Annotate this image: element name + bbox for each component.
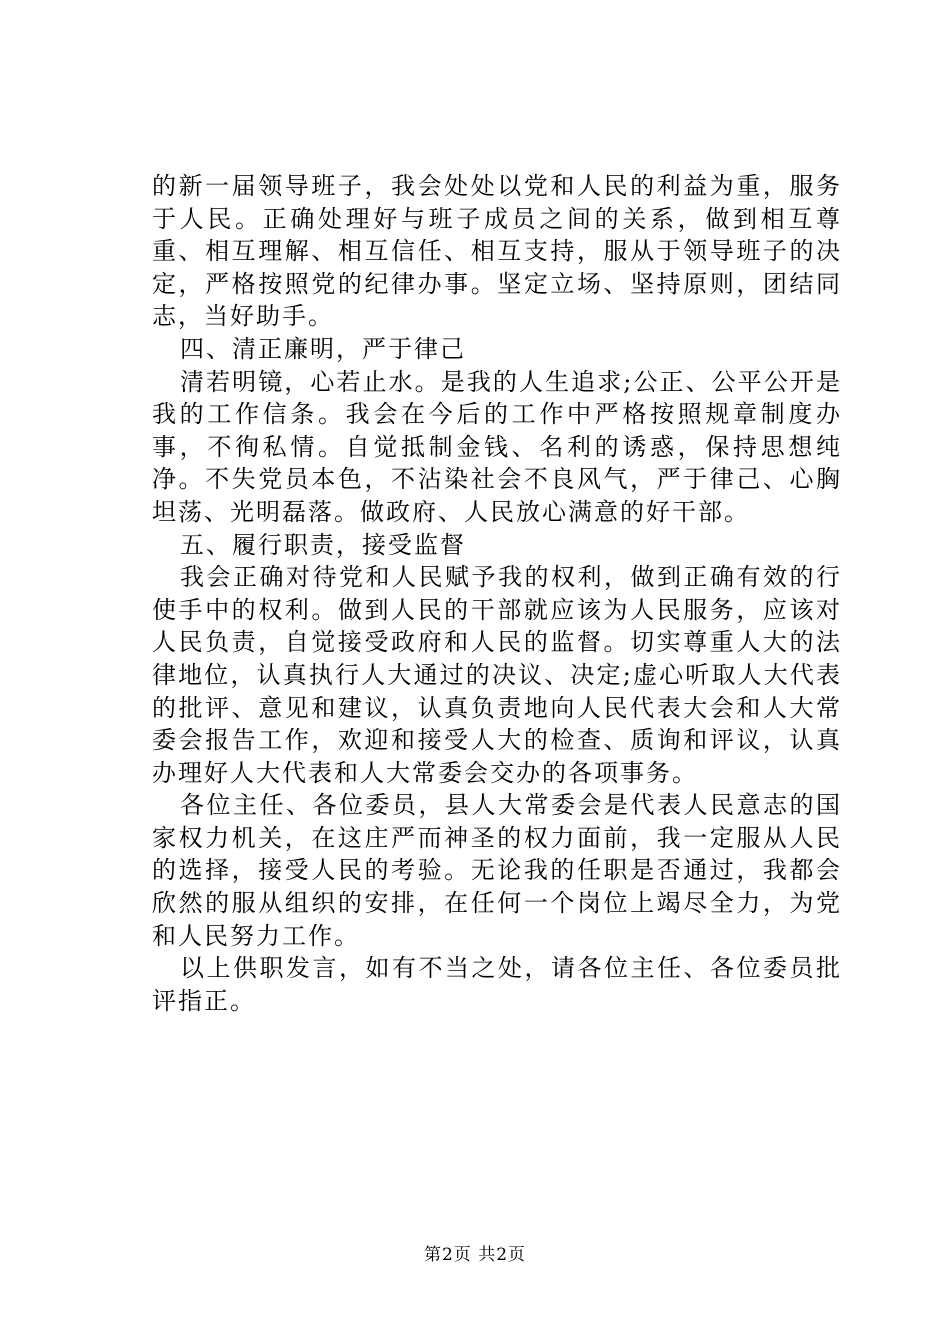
paragraph-commitment: 各位主任、各位委员，县人大常委会是代表人民意志的国家权力机关，在这庄严而神圣的权力面前，我一定服从人民的选择，接受人民的考验。无论我的任职是否通过，我都会欣然的服从组织的安排，在任何一个岗位上竭尽全力，为党和人民努力工作。 xyxy=(152,791,842,950)
section-heading-four: 四、清正廉明，严于律己 xyxy=(180,334,466,363)
page-number-footer: 第2页 共2页 xyxy=(423,1245,527,1265)
paragraph-continuation: 的新一届领导班子，我会处处以党和人民的利益为重，服务于人民。正确处理好与班子成员之间的关系，做到相互尊重、相互理解、相互信任、相互支持，服从于领导班子的决定，严格按照党的纪律办事。坚定立场、坚持原则，团结同志，当好助手。 xyxy=(152,172,842,331)
paragraph-closing: 以上供职发言，如有不当之处，请各位主任、各位委员批评指正。 xyxy=(152,954,842,1015)
paragraph-supervision: 我会正确对待党和人民赋予我的权利，做到正确有效的行使手中的权利。做到人民的干部就应该为人民服务，应该对人民负责，自觉接受政府和人民的监督。切实尊重人大的法律地位，认真执行人大通过的决议、决定;虚心听取人大代表的批评、意见和建议，认真负责地向人民代表大会和人大常委会报告工作，欢迎和接受人大的检查、质询和评议，认真办理好人大代表和人大常委会交办的各项事务。 xyxy=(152,563,842,787)
document-body xyxy=(152,170,842,1017)
paragraph-integrity: 清若明镜，心若止水。是我的人生追求;公正、公平公开是我的工作信条。我会在今后的工作中严格按照规章制度办事，不徇私情。自觉抵制金钱、名利的诱惑，保持思想纯净。不失党员本色，不沾染社会不良风气，严于律己、心胸坦荡、光明磊落。做政府、人民放心满意的好干部。 xyxy=(152,367,842,526)
section-heading-five: 五、履行职责，接受监督 xyxy=(180,530,466,559)
